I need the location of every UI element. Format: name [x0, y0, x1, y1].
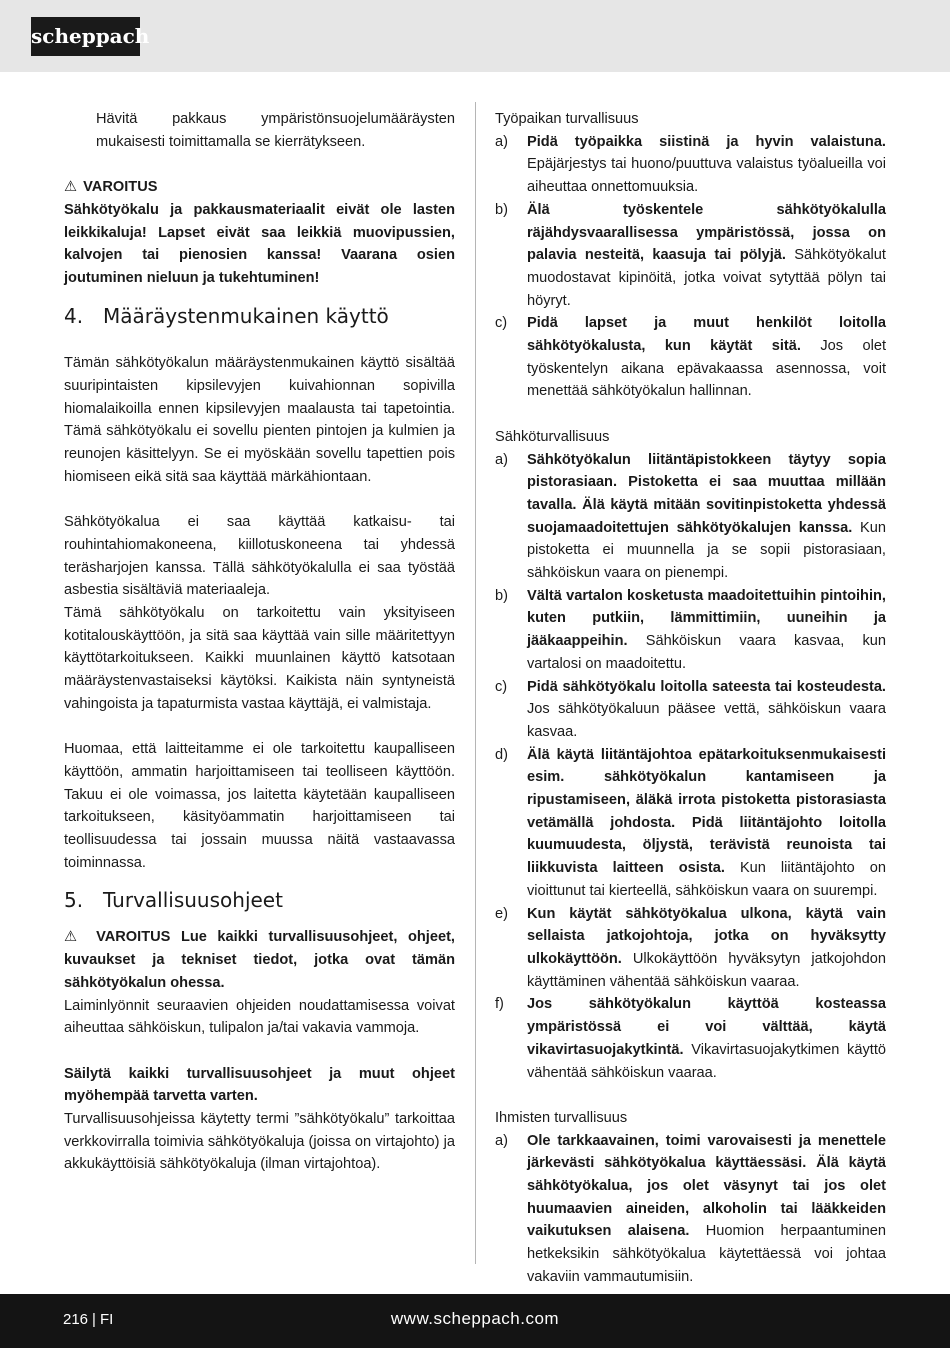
list-item: b) Älä työskentele sähkötyökalulla räjähdysvaarallisessa ympäristössä, jossa on palavia nesteitä, kaasuja tai pölyjä. Sähkötyökalut muodostavat kipinöitä, jotka voivat sytyttää pölyn tai höyryt.	[495, 201, 886, 309]
list-item: a) Pidä työpaikka siistinä ja hyvin valaistuna. Epäjärjestys tai huono/puuttuva valaistus työalueilla voi aiheuttaa onnettomuuksia.	[495, 133, 886, 196]
list-item: d) Älä käytä liitäntäjohtoa epätarkoituksenmukaisesti esim. sähkötyökalun kantamiseen ja ripustamiseen, äläkä irrota pistoketta pistorasiasta vetämällä johdosta. Pidä liitäntäjohto loitolla kuumuudesta, öljystä, terävistä reunoista tai liikkuvista laitteen osista. Kun liitäntäjohto on vioittunut tai kierteellä, sähköiskun vaara on suurempi.	[495, 746, 886, 899]
page-number: 216 | FI	[63, 1311, 114, 1328]
keep-instructions-bold: Säilytä kaikki turvallisuusohjeet ja muut ohjeet myöhempää tarvetta varten.	[64, 1065, 455, 1105]
page-footer	[0, 1294, 950, 1348]
section-4-paragraph-2: Sähkötyökalua ei saa käyttää katkaisu- tai rouhintahiomakoneena, kiillotuskoneena tai yhdessä teräsharjojen kanssa. Tällä sähkötyökalulla ei saa työstää asbestia sisältäviä materiaaleja.	[64, 514, 455, 599]
warning-triangle-icon: ⚠	[64, 179, 78, 196]
list-item: e) Kun käytät sähkötyökalua ulkona, käytä vain sellaista jatkojohtoja, jotka on hyväksytty ulkokäyttöön. Ulkokäyttöön hyväksytyn jatkojohdon käyttäminen vähentää sähköiskun vaaraa.	[495, 905, 887, 990]
electrical-safety-heading: Sähköturvallisuus	[495, 428, 610, 445]
page-header	[0, 0, 950, 72]
personal-safety-list	[495, 1130, 886, 1289]
warning-text-1: Sähkötyökalu ja pakkausmateriaalit eivät ole lasten leikkikaluja! Lapset eivät saa leikkiä muovipussien, kalvojen tai pienosien kanssa! Vaarana osien joutuminen nieluun ja tukehtuminen!	[64, 201, 455, 286]
section-4-paragraph-3: Tämä sähkötyökalu on tarkoitettu vain yksityiseen kotitalouskäyttöön, ja sitä saa käyttää vain sille määritettyyn käyttötarkoitukseen. Kaikki muunlainen käyttö katsotaan määräystenvastaiseksi käytöksi. Kaikista näin syntyneistä vahingoista ja tapaturmista vastaa käyttäjä, ei valmistaja.	[64, 605, 455, 712]
website-link[interactable]: www.scheppach.com	[390, 1309, 560, 1328]
work-safety-list	[495, 131, 886, 403]
personal-safety-heading: Ihmisten turvallisuus	[495, 1109, 628, 1126]
list-item: f) Jos sähkötyökalun käyttöä kosteassa ympäristössä ei voi välttää, käytä vikavirtasuojakytkintä. Vikavirtasuojakytkimen käyttö vähentää sähköiskun vaaraa.	[495, 996, 886, 1081]
warning-triangle-icon: ⚠	[64, 929, 84, 946]
warning-text-2: Laiminlyönnit seuraavien ohjeiden noudattamisessa voivat aiheuttaa sähköiskun, tulipalon ja/tai vakavia vammoja.	[64, 997, 455, 1037]
right-column	[495, 108, 886, 1289]
section-4-paragraph-4: Huomaa, että laitteitamme ei ole tarkoitettu kaupalliseen käyttöön, ammatin harjoittamiseen tai teolliseen käyttöön. Takuu ei ole voimassa, jos laitetta käytetään kaupalliseen tarkoitukseen, käsityöammatin harjoittamiseen tai teollisuudessa tai jossain muussa näitä vastaavassa toiminnassa.	[64, 741, 455, 871]
work-safety-heading: Työpaikan turvallisuus	[495, 111, 639, 127]
column-divider	[475, 102, 476, 1264]
list-item: a) Ole tarkkaavainen, toimi varovaisesti ja menettele järkevästi sähkötyökalua käyttäessäsi. Älä käytä sähkötyökalua, jos olet väsynyt tai jos olet huumaavien aineiden, alkoholin tai lääkkeiden vaikutuksen alaisena. Huomion herpaantuminen hetkeksikin sähkötyökalua käytettäessä voi johtaa vakaviin vammautumisiin.	[495, 1132, 887, 1285]
left-column	[64, 108, 455, 1176]
scheppach-logo: scheppach	[31, 17, 140, 56]
warning-paragraph-2: ⚠ VAROITUS Lue kaikki turvallisuusohjeet, ohjeet, kuvaukset ja tekniset tiedot, jotka ovat tämän sähkötyökalun ohessa.	[64, 929, 455, 991]
list-item: b) Vältä vartalon kosketusta maadoitettuihin pintoihin, kuten putkiin, lämmittimiin, uuneihin ja jääkaappeihin. Sähköiskun vaara kasvaa, kun vartalosi on maadoitettu.	[495, 587, 886, 672]
warning-heading-1: ⚠ VAROITUS	[64, 179, 158, 196]
list-item: a) Sähkötyökalun liitäntäpistokkeen täytyy sopia pistorasiaan. Pistoketta ei saa muuttaa millään tavalla. Älä käytä mitään sovitinpistoketta yhdessä suojamaadoitettujen sähkötyökalujen kanssa. Kun pistoketta ei muunnella ja se sopii pistorasiaan, sähköiskun vaara on pienempi.	[495, 451, 887, 582]
section-4-heading: 4. Määräystenmukainen käyttö	[64, 303, 389, 328]
section-4-paragraph-1: Tämän sähkötyökalun määräystenmukainen käyttö sisältää suuripintaisten kipsilevyjen kuivahionnan sopivilla hiomalaikoilla ennen kipsilevyjen maalausta tai tapetointia. Tämä sähkötyökalu ei sovellu pienten pintojen ja kulmien ja reunojen käsittelyyn. Se ei myöskään sovellu tapettien pois hiomiseen eikä sitä saa käyttää märkähiontaan.	[64, 355, 455, 485]
keep-instructions-text: Turvallisuusohjeissa käytetty termi ”sähkötyökalu” tarkoittaa verkkovirralla toimivia sähkötyökaluja (joissa on virtajohto) ja akkukäyttöisiä sähkötyökaluja (ilman virtajohtoa).	[64, 1111, 455, 1173]
list-item: c) Pidä sähkötyökalu loitolla sateesta tai kosteudesta. Jos sähkötyökaluun pääsee vettä, sähköiskun vaara kasvaa.	[495, 678, 886, 740]
list-item: c) Pidä lapset ja muut henkilöt loitolla sähkötyökalusta, kun käytät sitä. Jos olet työskentelyn aikana epävakaassa asennossa, voit menettää sähkötyökalun hallinnan.	[495, 315, 886, 400]
disposal-paragraph: Hävitä pakkaus ympäristönsuojelumääräysten mukaisesti toimittamalla se kierrätykseen.	[96, 111, 455, 150]
electrical-safety-list	[495, 449, 886, 1085]
language-code: FI	[99, 1311, 114, 1328]
section-5-heading: 5. Turvallisuusohjeet	[64, 888, 283, 913]
